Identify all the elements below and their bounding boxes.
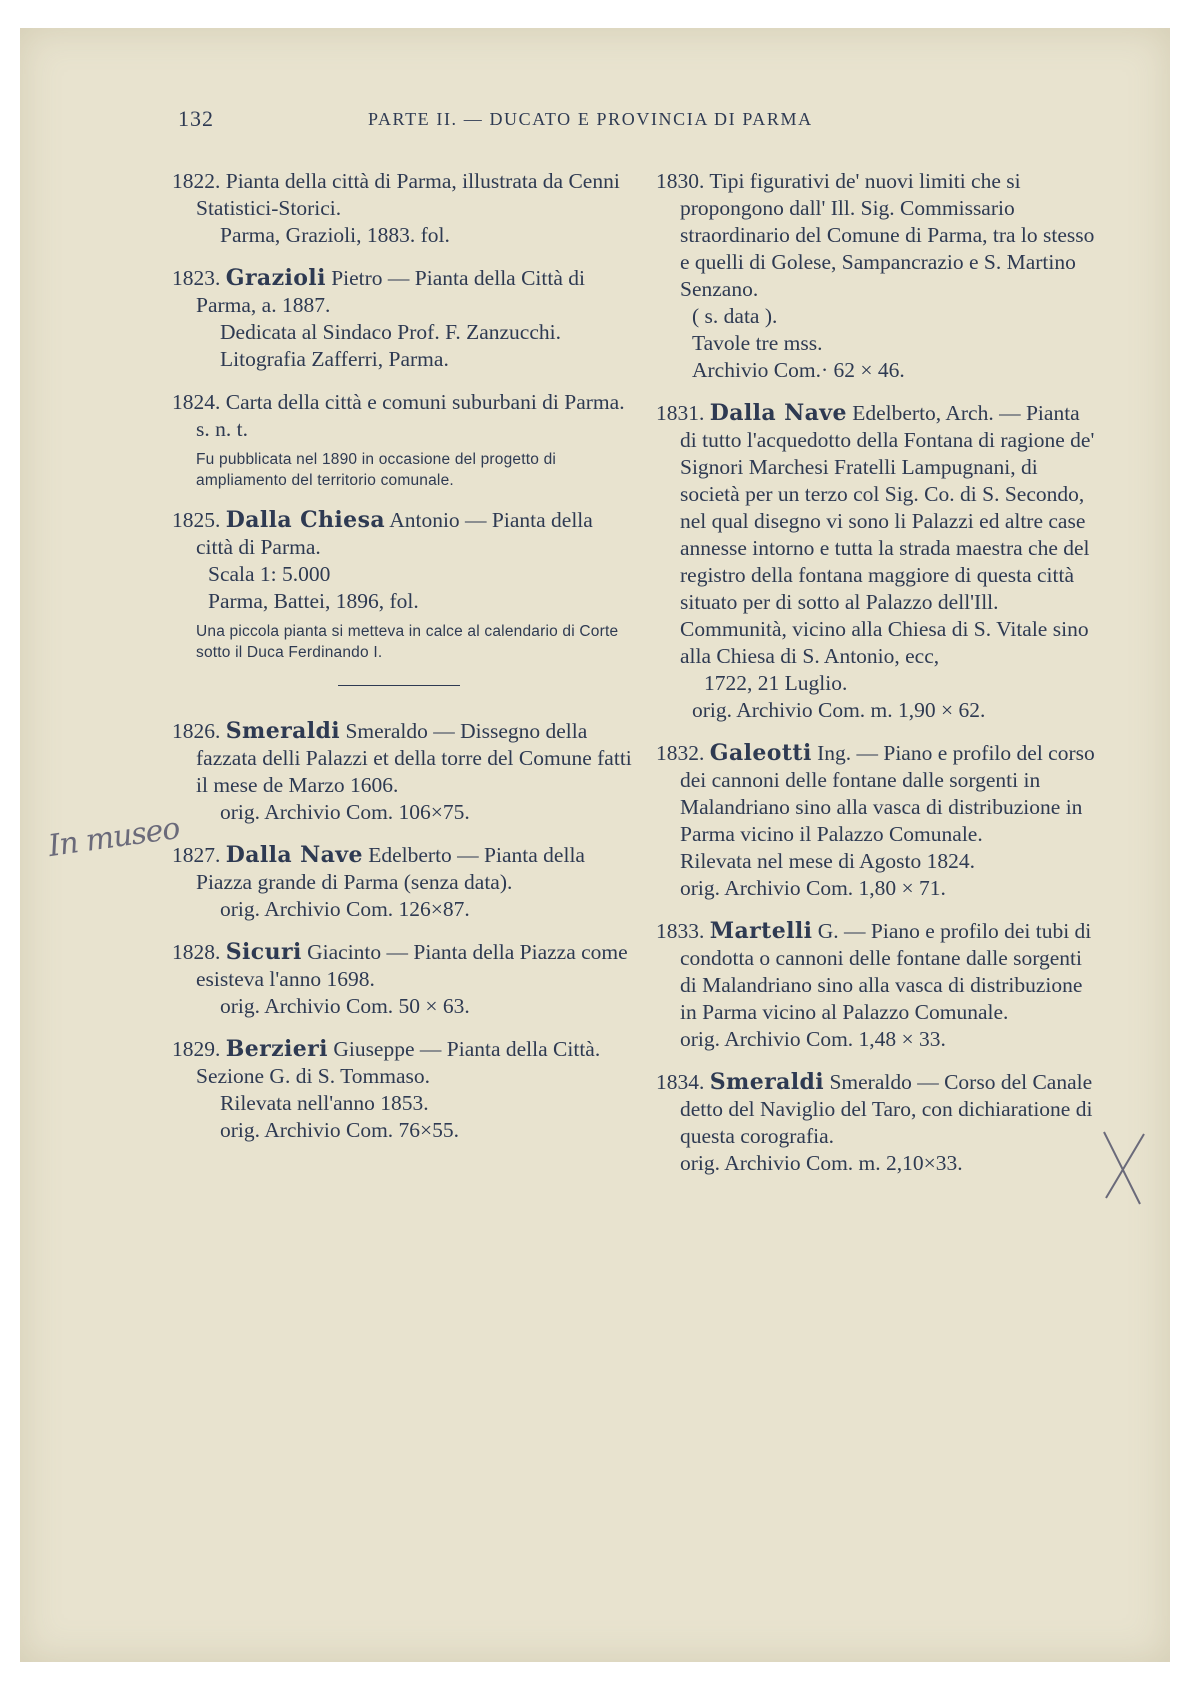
entry-imprint: Litografia Zafferri, Parma. bbox=[220, 347, 449, 371]
entry-description: Giuseppe — Pianta della Città. Sezione G. di S. Tommaso. bbox=[196, 1037, 601, 1088]
entry-author: Smeraldi bbox=[709, 1069, 825, 1095]
entry-1824 bbox=[172, 389, 632, 491]
entry-scale: Scala 1: 5.000 bbox=[208, 562, 331, 586]
entry-1827 bbox=[172, 842, 632, 923]
entry-source: orig. Archivio Com. m. 2,10×33. bbox=[680, 1151, 963, 1175]
entry-author: Sicuri bbox=[225, 939, 302, 965]
entry-survey: Rilevata nell'anno 1853. bbox=[220, 1091, 429, 1115]
entry-author: Smeraldi bbox=[225, 718, 341, 744]
entry-title bbox=[656, 740, 1101, 848]
entry-number: 1823. bbox=[172, 266, 221, 290]
entry-format: Tavole tre mss. bbox=[692, 331, 823, 355]
entry-source: orig. Archivio Com. 126×87. bbox=[220, 897, 470, 921]
entry-imprint: Parma, Battei, 1896, fol. bbox=[208, 589, 419, 613]
entry-author: Galeotti bbox=[709, 740, 812, 766]
entry-description: Edelberto — Pianta della Piazza grande di Parma (senza data). bbox=[196, 843, 585, 894]
entry-source: orig. Archivio Com. 50 × 63. bbox=[220, 994, 470, 1018]
entry-1832 bbox=[656, 740, 1101, 902]
entry-source: orig. Archivio Com. 106×75. bbox=[220, 800, 470, 824]
document-page bbox=[20, 28, 1170, 1662]
entry-number: 1826. bbox=[172, 719, 221, 743]
right-column bbox=[656, 168, 1101, 1193]
entry-source: orig. Archivio Com. 76×55. bbox=[220, 1118, 460, 1142]
entry-note: Una piccola pianta si metteva in calce al calendario di Corte sotto il Duca Ferdinando I. bbox=[196, 623, 619, 661]
entry-note: Fu pubblicata nel 1890 in occasione del progetto di ampliamento del territorio comunale. bbox=[196, 451, 557, 489]
section-divider bbox=[338, 685, 460, 686]
entry-number: 1831. bbox=[656, 401, 705, 425]
entry-imprint: s. n. t. bbox=[196, 417, 248, 441]
entry-1833 bbox=[656, 918, 1101, 1053]
entry-dedication: Dedicata al Sindaco Prof. F. Zanzucchi. bbox=[220, 320, 561, 344]
entry-number: 1829. bbox=[172, 1037, 221, 1061]
entry-author: Dalla Nave bbox=[709, 400, 847, 426]
entry-author: Dalla Chiesa bbox=[225, 507, 386, 533]
entry-number: 1834. bbox=[656, 1070, 705, 1094]
entry-number: 1825. bbox=[172, 508, 221, 532]
page-number: 132 bbox=[178, 106, 214, 131]
entry-number: 1832. bbox=[656, 741, 705, 765]
running-title: PARTE II. — DUCATO E PROVINCIA DI PARMA bbox=[368, 109, 813, 129]
entry-title bbox=[172, 507, 632, 561]
entry-title: 1830. Tipi figurativi de' nuovi limiti che si propongono dall' Ill. Sig. Commissario straordinario del Comune di Parma, tra lo stesso e quelli di Golese, Sampancrazio e S. Martino Senzano. bbox=[656, 169, 1095, 301]
entry-description: G. — Piano e profilo dei tubi di condotta o cannoni delle fontane dalle sorgenti di Malandriano sino alla vasca di distribuzione in Parma vicino al Palazzo Comunale. bbox=[680, 919, 1092, 1024]
entry-title bbox=[656, 400, 1101, 670]
entry-date: 1722, 21 Luglio. bbox=[704, 671, 848, 695]
left-column bbox=[172, 168, 632, 1160]
entry-description: Ing. — Piano e profilo del corso dei cannoni delle fontane dalle sorgenti in Malandriano sino alla vasca di distribuzione in Parma vicino il Palazzo Comunale. bbox=[680, 741, 1095, 846]
entry-1823 bbox=[172, 265, 632, 373]
entry-author: Berzieri bbox=[225, 1036, 328, 1062]
entry-author: Dalla Nave bbox=[225, 842, 363, 868]
margin-handwriting: In museo bbox=[46, 811, 182, 864]
entry-imprint: Parma, Grazioli, 1883. fol. bbox=[220, 223, 450, 247]
entry-title bbox=[172, 265, 632, 319]
page-header bbox=[178, 106, 938, 136]
entry-title bbox=[172, 939, 632, 993]
entry-description: Antonio — Pianta della città di Parma. bbox=[196, 508, 593, 559]
entry-description: Giacinto — Pianta della Piazza come esisteva l'anno 1698. bbox=[196, 940, 628, 991]
entry-title: 1822. Pianta della città di Parma, illustrata da Cenni Statistici-Storici. bbox=[172, 169, 620, 220]
entry-title bbox=[656, 918, 1101, 1026]
entry-1830 bbox=[656, 168, 1101, 384]
entry-1829 bbox=[172, 1036, 632, 1144]
entry-description: Edelberto, Arch. — Pianta di tutto l'acquedotto della Fontana di ragione de' Signori Marchesi Fratelli Lampugnani, di società per un terzo col Sig. Co. di S. Secondo, nel qual disegno vi sono li Palazzi ed altre case annesse intorno e tutta la strada maestra che del registro della fontana maggiore di questa città situato per di sotto al Palazzo dell'Ill. Communità, vicino alla Chiesa di S. Vitale sino alla Chiesa di S. Antonio, ecc, bbox=[680, 401, 1095, 668]
entry-1834 bbox=[656, 1069, 1101, 1177]
entry-1831 bbox=[656, 400, 1101, 724]
entry-source: orig. Archivio Com. 1,80 × 71. bbox=[680, 876, 946, 900]
entry-description: Smeraldo — Dissegno della fazzata delli Palazzi et della torre del Comune fatti il mese de Marzo 1606. bbox=[196, 719, 632, 797]
entry-date: ( s. data ). bbox=[692, 304, 778, 328]
entry-description: Pietro — Pianta della Città di Parma, a. 1887. bbox=[196, 266, 585, 317]
entry-author: Grazioli bbox=[225, 265, 326, 291]
entry-title: 1824. Carta della città e comuni suburbani di Parma. bbox=[172, 390, 625, 414]
entry-number: 1833. bbox=[656, 919, 705, 943]
entry-title bbox=[172, 842, 632, 896]
entry-description: Smeraldo — Corso del Canale detto del Naviglio del Taro, con dichiaratione di questa corografia. bbox=[680, 1070, 1093, 1148]
entry-source: orig. Archivio Com. m. 1,90 × 62. bbox=[692, 698, 986, 722]
entry-source: Archivio Com.· 62 × 46. bbox=[692, 358, 905, 382]
entry-title bbox=[172, 718, 632, 799]
entry-survey: Rilevata nel mese di Agosto 1824. bbox=[680, 849, 975, 873]
entry-number: 1827. bbox=[172, 843, 221, 867]
handwritten-cross-mark bbox=[1100, 1128, 1148, 1208]
entry-number: 1828. bbox=[172, 940, 221, 964]
entry-1828 bbox=[172, 939, 632, 1020]
entry-1822 bbox=[172, 168, 632, 249]
entry-1826 bbox=[172, 718, 632, 826]
entry-author: Martelli bbox=[709, 918, 813, 944]
entry-title bbox=[656, 1069, 1101, 1150]
entry-title bbox=[172, 1036, 632, 1090]
entry-1825 bbox=[172, 507, 632, 663]
entry-source: orig. Archivio Com. 1,48 × 33. bbox=[680, 1027, 946, 1051]
